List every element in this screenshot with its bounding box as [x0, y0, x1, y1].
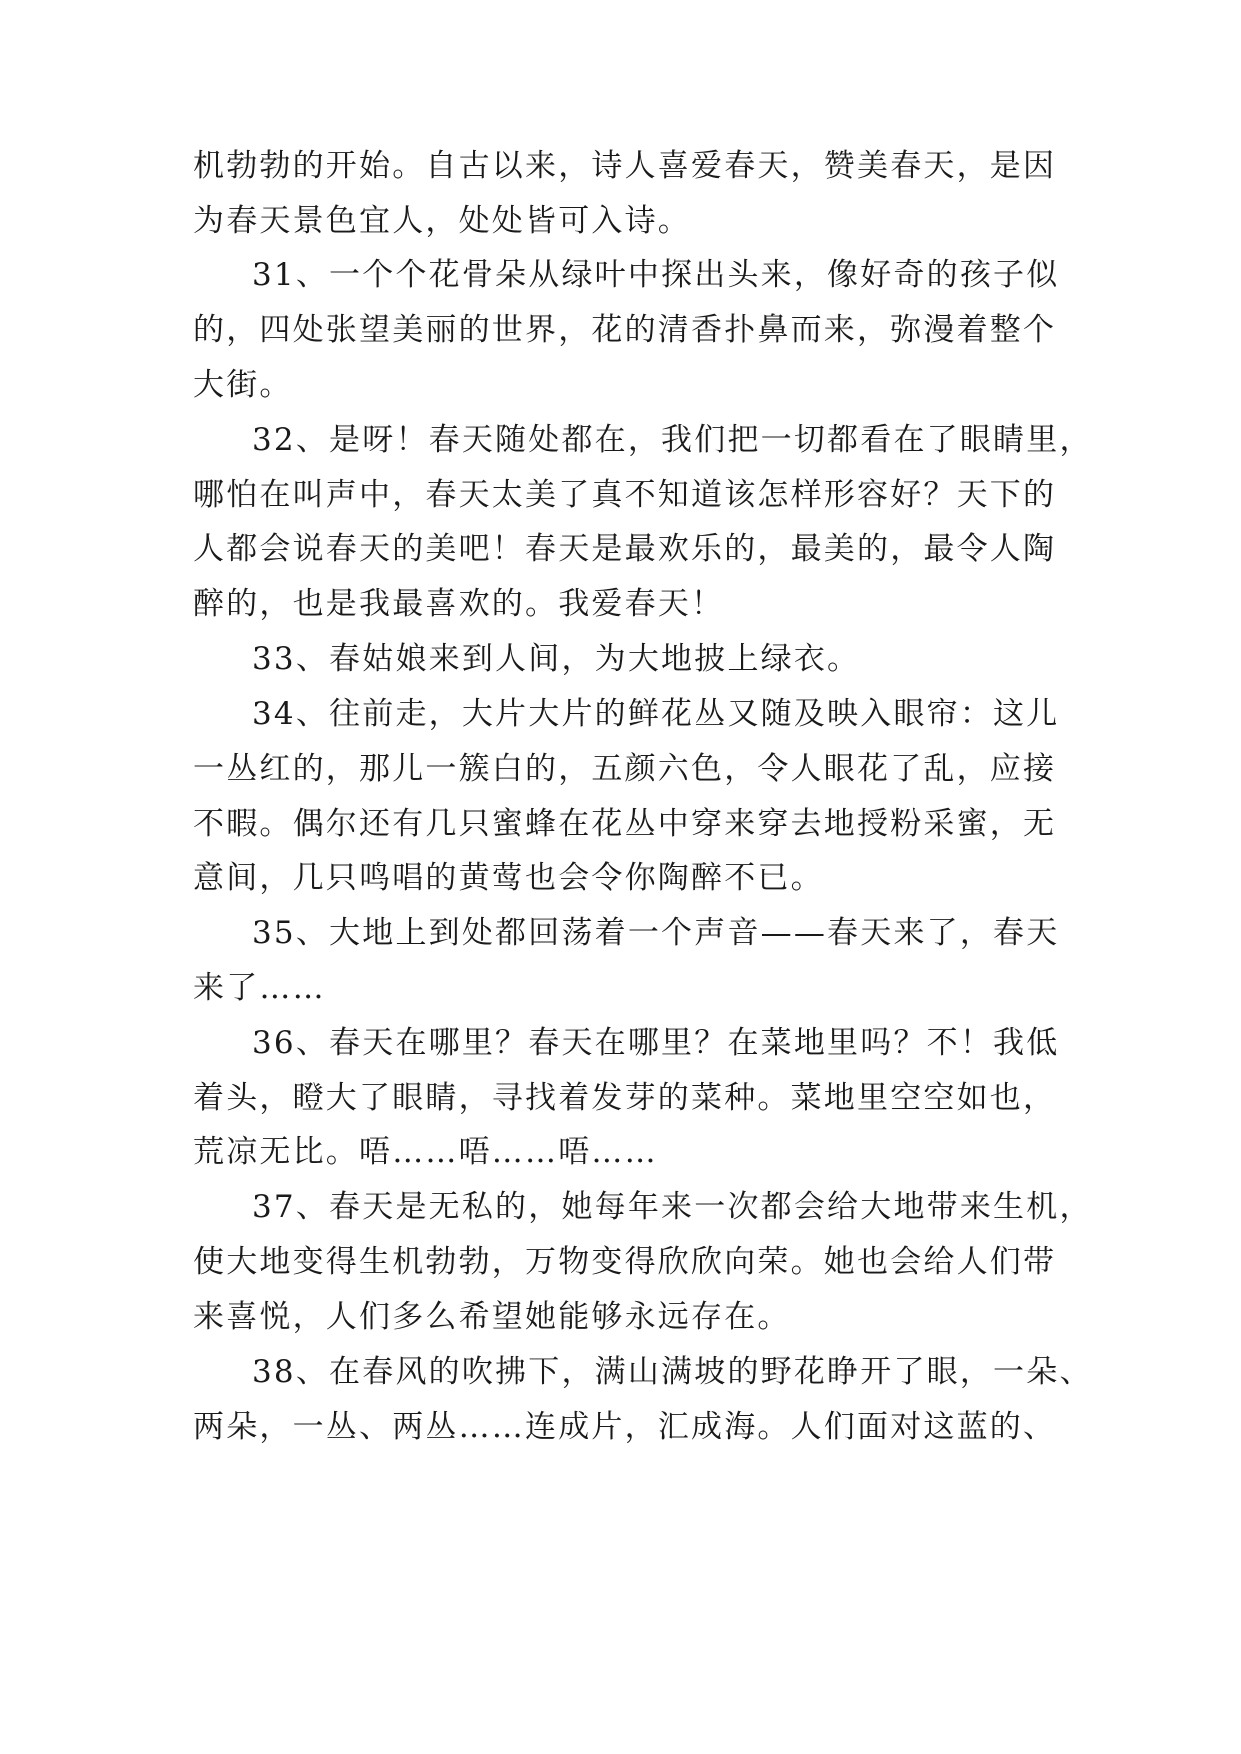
- text-line: 哪怕在叫声中，春天太美了真不知道该怎样形容好？天下的: [193, 477, 1057, 513]
- paragraph-start-33: 33、春姑娘来到人间，为大地披上绿衣。: [252, 641, 861, 677]
- text-line: 机勃勃的开始。自古以来，诗人喜爱春天，赞美春天，是因: [193, 148, 1057, 184]
- paragraph-start-36: 36、春天在哪里？春天在哪里？在菜地里吗？不！我低: [252, 1025, 1060, 1061]
- text-line: 一丛红的，那儿一簇白的，五颜六色，令人眼花了乱，应接: [193, 751, 1057, 787]
- text-line: 为春天景色宜人，处处皆可入诗。: [193, 203, 691, 239]
- paragraph-start-35: 35、大地上到处都回荡着一个声音——春天来了，春天: [252, 915, 1060, 951]
- text-line: 意间，几只鸣唱的黄莺也会令你陶醉不已。: [193, 860, 824, 896]
- text-line: 醉的，也是我最喜欢的。我爱春天！: [193, 586, 725, 622]
- text-line: 荒凉无比。唔……唔……唔……: [193, 1134, 658, 1170]
- paragraph-start-32: 32、是呀！春天随处都在，我们把一切都看在了眼睛里，: [252, 422, 1093, 458]
- paragraph-start-34: 34、往前走，大片大片的鲜花丛又随及映入眼帘：这儿: [252, 696, 1060, 732]
- text-line: 使大地变得生机勃勃，万物变得欣欣向荣。她也会给人们带: [193, 1244, 1057, 1280]
- text-line: 人都会说春天的美吧！春天是最欢乐的，最美的，最令人陶: [193, 531, 1057, 567]
- text-line: 的，四处张望美丽的世界，花的清香扑鼻而来，弥漫着整个: [193, 312, 1057, 348]
- text-line: 两朵，一丛、两丛……连成片，汇成海。人们面对这蓝的、: [193, 1409, 1057, 1445]
- text-line: 着头，瞪大了眼睛，寻找着发芽的菜种。菜地里空空如也，: [193, 1080, 1057, 1116]
- text-line: 来了……: [193, 970, 326, 1006]
- text-line: 来喜悦，人们多么希望她能够永远存在。: [193, 1299, 791, 1335]
- paragraph-start-38: 38、在春风的吹拂下，满山满坡的野花睁开了眼，一朵、: [252, 1354, 1093, 1390]
- paragraph-start-31: 31、一个个花骨朵从绿叶中探出头来，像好奇的孩子似: [252, 257, 1060, 293]
- paragraph-start-37: 37、春天是无私的，她每年来一次都会给大地带来生机，: [252, 1189, 1093, 1225]
- text-line: 大街。: [193, 367, 293, 403]
- text-line: 不暇。偶尔还有几只蜜蜂在花丛中穿来穿去地授粉采蜜，无: [193, 806, 1057, 842]
